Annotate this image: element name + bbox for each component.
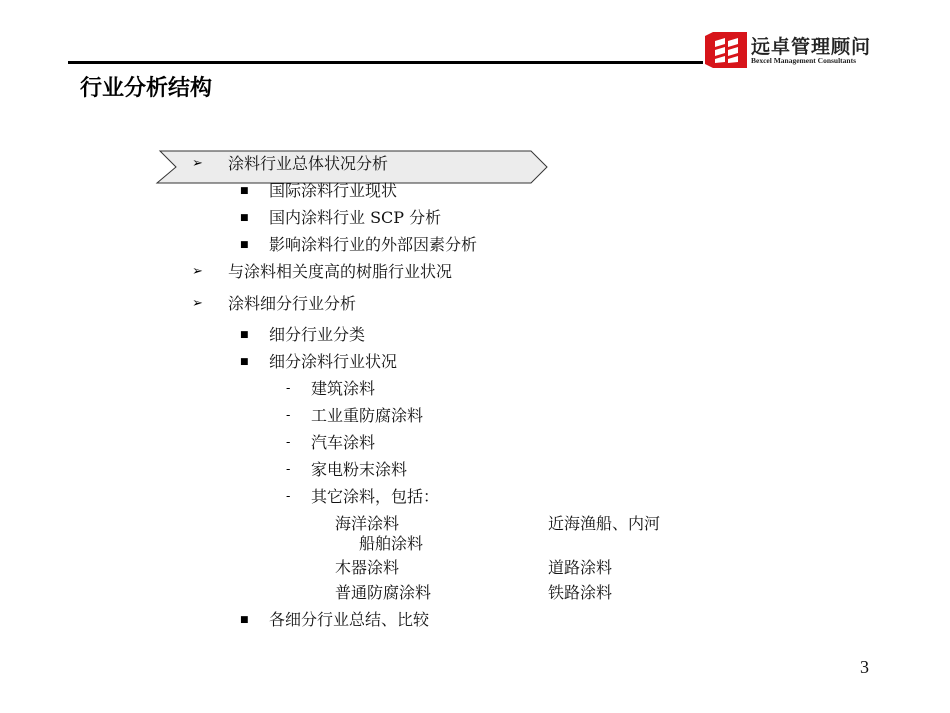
arrow-bullet-icon: ➢ <box>192 296 203 311</box>
arrow-bullet-icon: ➢ <box>192 264 203 279</box>
dash-bullet-icon: - <box>286 462 291 477</box>
dash-bullet-icon: - <box>286 489 291 504</box>
outline-l3-item: 工业重防腐涂料 <box>311 406 424 425</box>
outline-l1-item: 与涂料相关度高的树脂行业状况 <box>228 262 453 281</box>
outline-l3-item: 家电粉末涂料 <box>311 460 408 479</box>
square-bullet-icon: ■ <box>240 186 249 196</box>
square-bullet-icon: ■ <box>240 330 249 340</box>
square-bullet-icon: ■ <box>240 357 249 367</box>
outline-l3-item: 其它涂料，包括： <box>311 487 440 506</box>
other-coating-item: 道路涂料 <box>548 558 613 577</box>
square-bullet-icon: ■ <box>240 213 249 223</box>
dash-bullet-icon: - <box>286 381 291 396</box>
outline-l2-item: 细分涂料行业状况 <box>269 352 398 371</box>
other-coating-item: 铁路涂料 <box>548 583 613 602</box>
other-coating-item: 近海渔船、内河 <box>548 514 661 533</box>
company-logo <box>705 32 880 68</box>
page-number: 3 <box>860 657 869 677</box>
outline-l2-item: 各细分行业总结、比较 <box>269 610 430 629</box>
other-coating-item: 普通防腐涂料 <box>335 583 432 602</box>
dash-bullet-icon: - <box>286 435 291 450</box>
dash-bullet-icon: - <box>286 408 291 423</box>
outline-l2-item: 细分行业分类 <box>269 325 366 344</box>
outline-l3-item: 汽车涂料 <box>311 433 376 452</box>
arrow-bullet-icon: ➢ <box>192 156 203 171</box>
outline-l1-item: 涂料行业总体状况分析 <box>228 154 389 173</box>
header-rule <box>68 61 703 64</box>
square-bullet-icon: ■ <box>240 240 249 250</box>
page-title: 行业分析结构 <box>80 76 213 101</box>
outline-l2-item: 国内涂料行业 SCP 分析 <box>269 208 442 227</box>
other-coating-item: 海洋涂料 <box>335 514 400 533</box>
outline-l2-item: 影响涂料行业的外部因素分析 <box>269 235 478 254</box>
other-coating-item: 木器涂料 <box>335 558 400 577</box>
logo-mark-icon <box>705 32 747 68</box>
square-bullet-icon: ■ <box>240 615 249 625</box>
logo-english-name: Bexcel Management Consultants <box>751 56 856 65</box>
logo-chinese-name: 远卓管理顾问 <box>751 36 872 58</box>
outline-l1-item: 涂料细分行业分析 <box>228 294 357 313</box>
other-coating-item: 船舶涂料 <box>359 534 424 553</box>
outline-l2-item: 国际涂料行业现状 <box>269 181 398 200</box>
outline-l3-item: 建筑涂料 <box>311 379 376 398</box>
